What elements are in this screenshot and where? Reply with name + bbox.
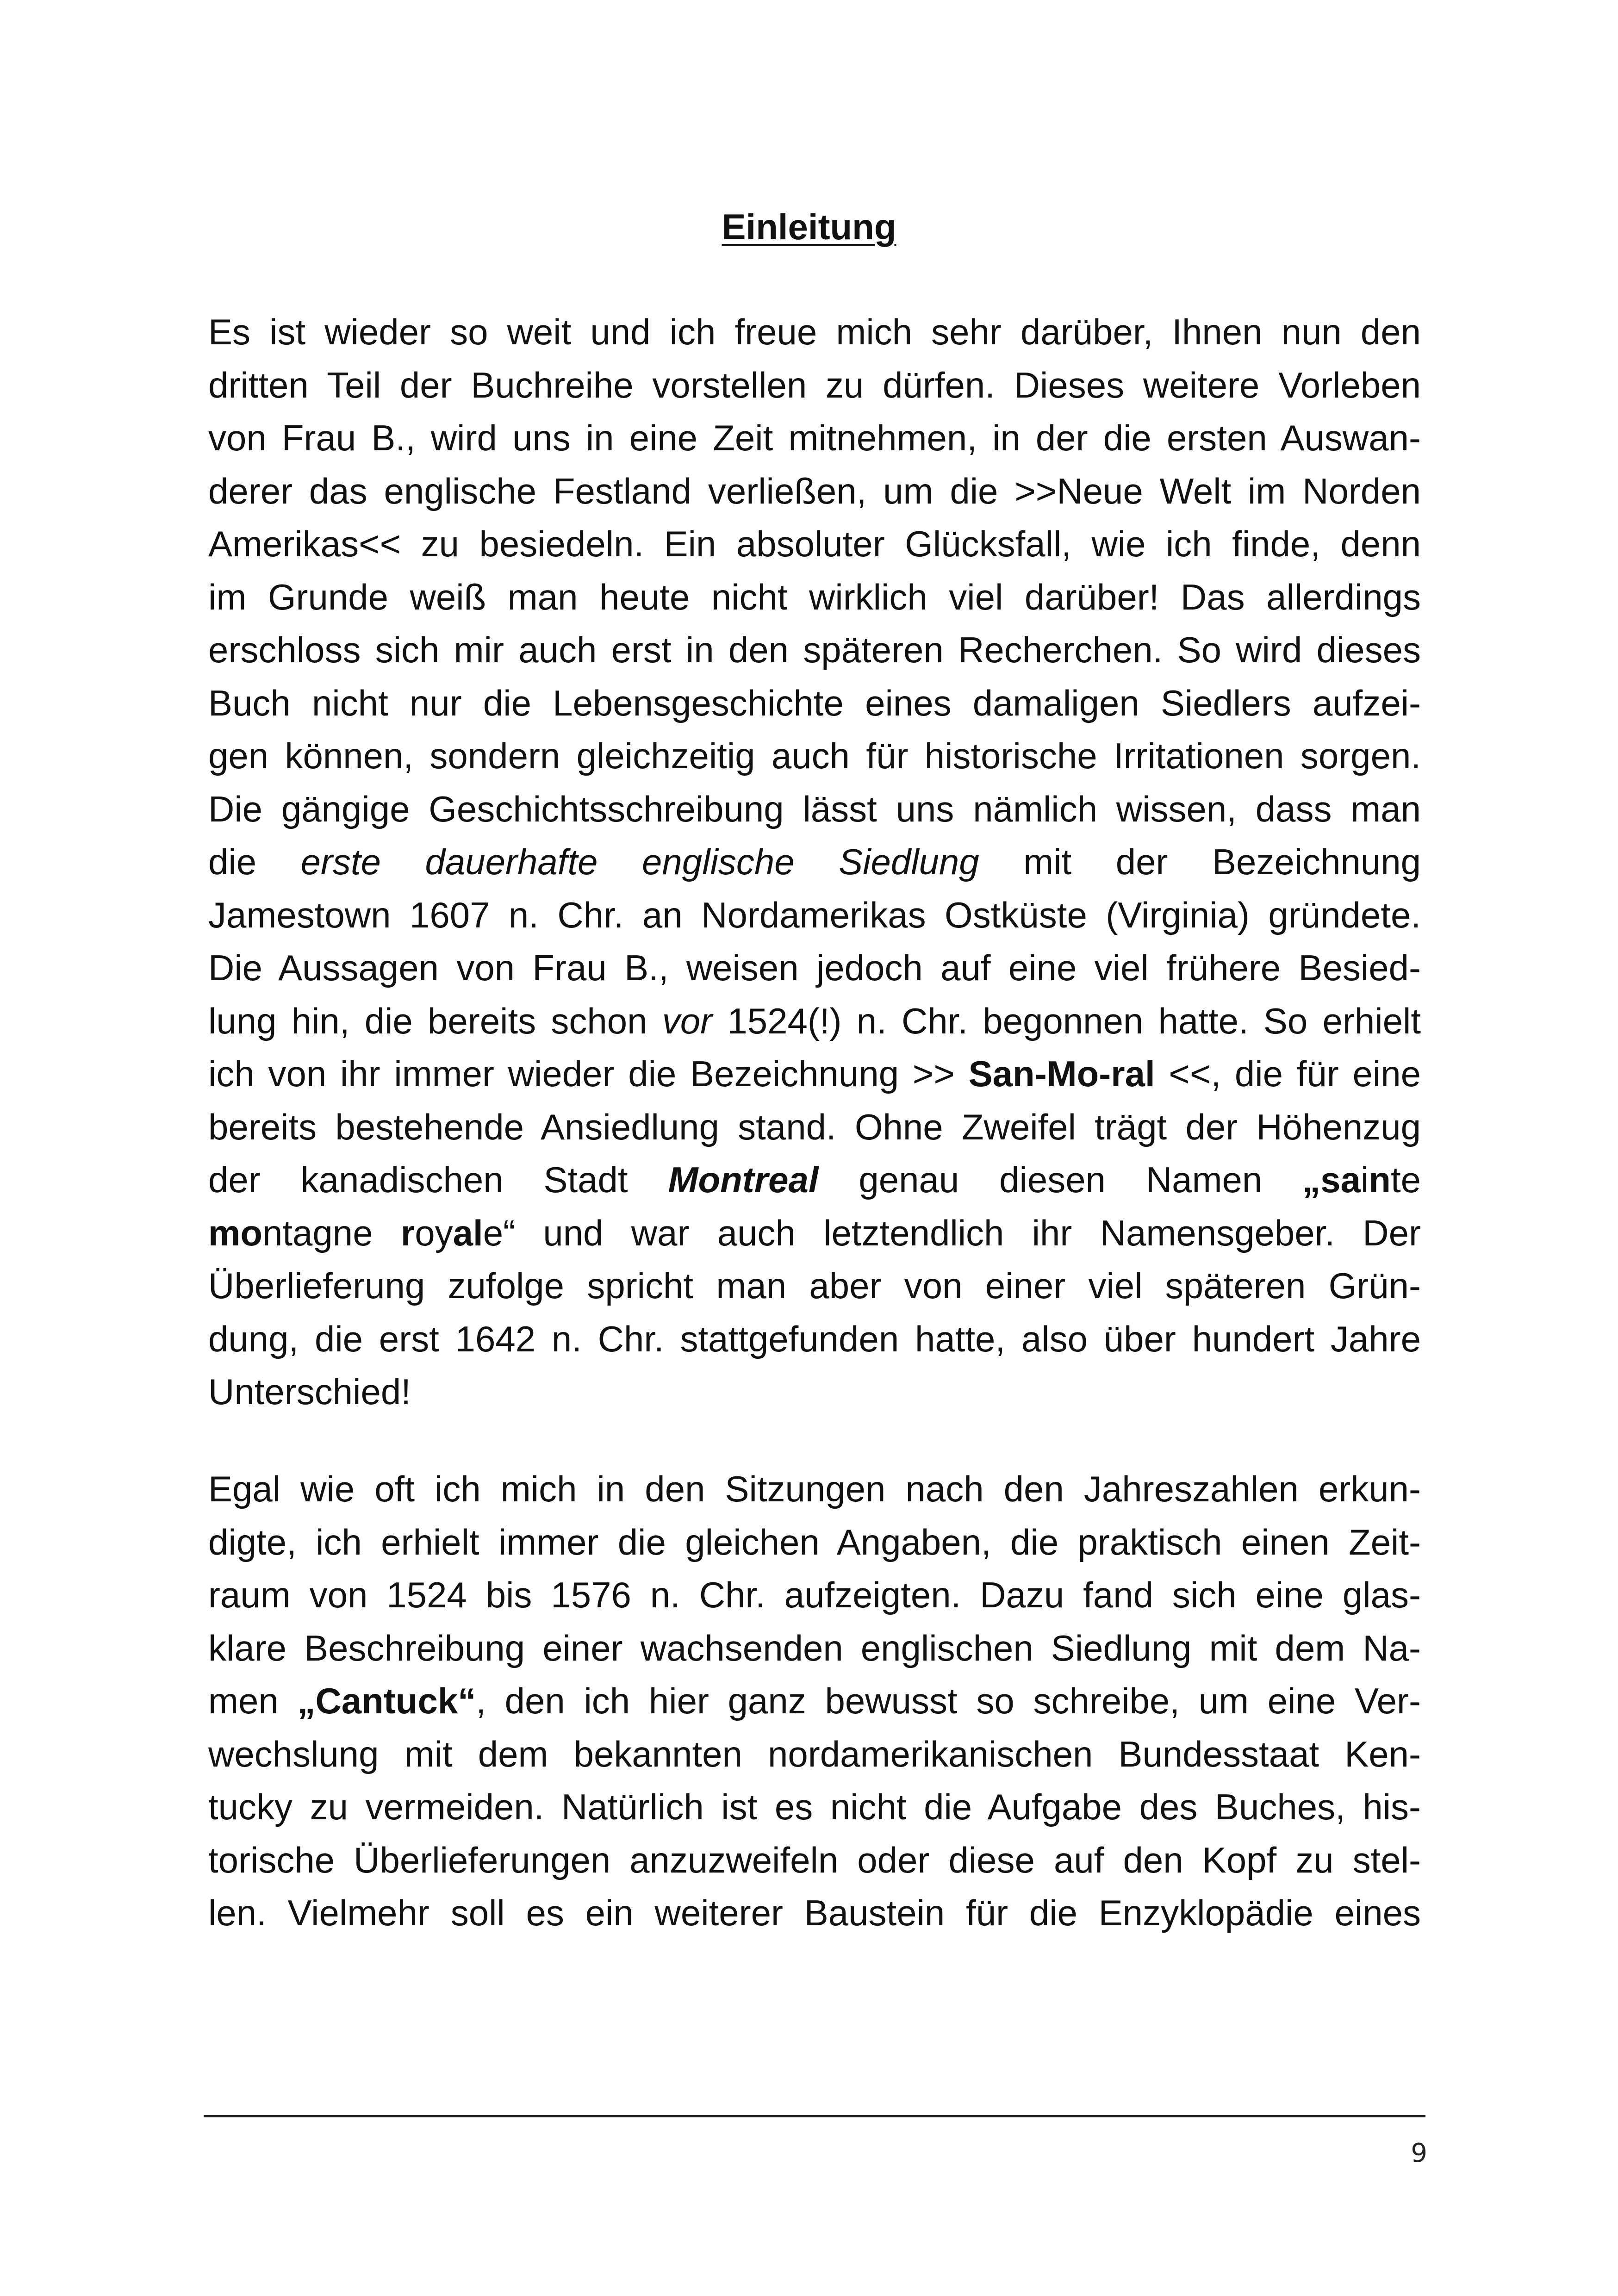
footer-rule	[204, 2115, 1425, 2117]
text-line: gen können, sondern gleichzeitig auch für historische Irritationen sorgen.	[208, 735, 1421, 776]
italic-emphasis: vor	[662, 1000, 713, 1041]
text-line	[208, 995, 1421, 1048]
text-run: die	[208, 841, 301, 882]
text-line	[208, 1153, 1421, 1207]
text-run: lung hin, die bereits schon	[208, 1000, 662, 1041]
text-run: ich von ihr immer wieder die Bezeichnung >>	[208, 1053, 969, 1094]
text-line: Es ist wieder so weit und ich freue mich sehr darüber, Ihnen nun den	[208, 311, 1421, 352]
text-line: Amerikas<< zu besiedeln. Ein absoluter Glücksfall, wie ich finde, denn	[208, 523, 1421, 564]
text-line: erschloss sich mir auch erst in den späteren Recherchen. So wird dieses	[208, 629, 1421, 670]
bold-fragment: mo	[208, 1212, 262, 1253]
text-run: 1524(!) n. Chr. begonnen hatte. So erhielt	[712, 1000, 1421, 1041]
text-line: Egal wie oft ich mich in den Sitzungen nach den Jahreszahlen erkun-	[208, 1468, 1421, 1509]
text-line: klare Beschreibung einer wachsenden englischen Siedlung mit dem Na-	[208, 1627, 1421, 1668]
bold-fragment: al	[453, 1212, 483, 1253]
text-run: oy	[415, 1212, 453, 1253]
text-line	[208, 1674, 1421, 1728]
text-run: te	[1390, 1159, 1421, 1200]
text-run: <<, die für eine	[1155, 1053, 1421, 1094]
text-line: len. Vielmehr soll es ein weiterer Baustein für die Enzyklopädie eines	[208, 1892, 1421, 1933]
text-line: Buch nicht nur die Lebensgeschichte eines damaligen Siedlers aufzei-	[208, 682, 1421, 723]
text-run: genau diesen Namen	[818, 1159, 1303, 1200]
text-line: Unterschied!	[208, 1371, 411, 1412]
text-run: men	[208, 1680, 298, 1721]
bold-term-san-mo-ral: San-Mo-ral	[968, 1053, 1155, 1094]
bold-term-cantuck: „Cantuck“	[297, 1680, 476, 1721]
text-line: torische Überlieferungen anzuzweifeln oder diese auf den Kopf zu stel-	[208, 1839, 1421, 1880]
italic-emphasis: erste dauerhafte englische Siedlung	[300, 841, 979, 882]
text-line: dung, die erst 1642 n. Chr. stattgefunden hatte, also über hundert Jahre	[208, 1318, 1421, 1359]
text-run: i	[1360, 1159, 1369, 1200]
text-line: im Grunde weiß man heute nicht wirklich viel darüber! Das allerdings	[208, 576, 1421, 617]
text-line: Die Aussagen von Frau B., weisen jedoch auf eine viel frühere Besied-	[208, 947, 1421, 988]
text-line: raum von 1524 bis 1576 n. Chr. aufzeigten. Dazu fand sich eine glas-	[208, 1574, 1421, 1615]
text-line	[208, 835, 1421, 889]
text-line: dritten Teil der Buchreihe vorstellen zu dürfen. Dieses weitere Vorleben	[208, 364, 1421, 405]
text-run: , den ich hier ganz bewusst so schreibe, um eine Ver-	[476, 1680, 1421, 1721]
text-line: wechslung mit dem bekannten nordamerikanischen Bundesstaat Ken-	[208, 1733, 1421, 1774]
page-title: Einleitung	[722, 206, 896, 247]
text-line: digte, ich erhielt immer die gleichen Angaben, die praktisch einen Zeit-	[208, 1521, 1421, 1562]
bold-fragment: „sa	[1302, 1159, 1361, 1200]
paragraph-2	[208, 1462, 1421, 1940]
text-line: derer das englische Festland verließen, um die >>Neue Welt im Norden	[208, 470, 1421, 511]
bold-fragment: n	[1369, 1159, 1391, 1200]
text-run: e“	[483, 1212, 516, 1253]
bold-fragment: r	[400, 1212, 415, 1253]
bold-italic-montreal: Montreal	[668, 1159, 819, 1200]
paragraph-1	[208, 305, 1421, 1419]
text-run: ntagne	[262, 1212, 401, 1253]
text-line	[208, 1207, 1421, 1260]
text-run: der kanadischen Stadt	[208, 1159, 668, 1200]
text-line: Überlieferung zufolge spricht man aber von einer viel späteren Grün-	[208, 1265, 1421, 1306]
text-run: und war auch letztendlich ihr Namensgeber. Der	[515, 1212, 1421, 1253]
text-line: von Frau B., wird uns in eine Zeit mitnehmen, in der die ersten Auswan-	[208, 417, 1421, 458]
text-line: tucky zu vermeiden. Natürlich ist es nicht die Aufgabe des Buches, his-	[208, 1786, 1421, 1827]
page-number: 9	[1411, 2138, 1427, 2168]
text-line	[208, 1047, 1421, 1101]
text-line: Die gängige Geschichtsschreibung lässt uns nämlich wissen, dass man	[208, 788, 1421, 829]
text-run: mit der Bezeichnung	[979, 841, 1421, 882]
text-line: Jamestown 1607 n. Chr. an Nordamerikas Ostküste (Virginia) gründete.	[208, 894, 1421, 935]
text-line: bereits bestehende Ansiedlung stand. Ohne Zweifel trägt der Höhenzug	[208, 1106, 1421, 1147]
